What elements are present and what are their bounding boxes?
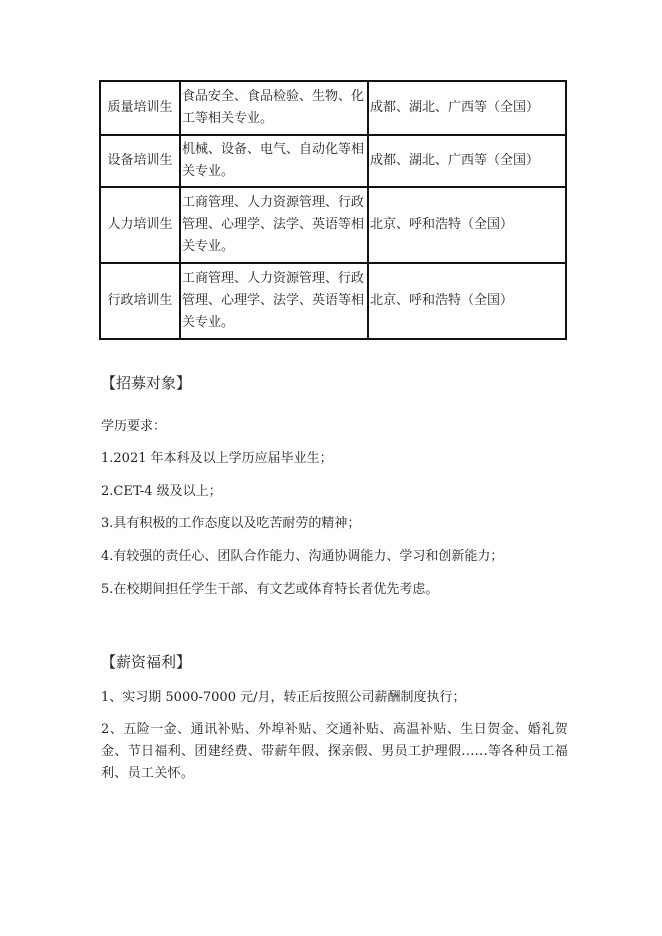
table-row [100,187,566,263]
position-cell: 行政培训生 [100,263,180,339]
table-row [100,81,566,135]
table-row [100,263,566,339]
position-cell: 设备培训生 [100,135,180,187]
benefits-heading: 【薪资福利】 [101,653,192,671]
recruit-intro: 学历要求： [101,419,167,434]
location-cell: 成都、湖北、广西等（全国） [368,135,566,187]
table-row [100,135,566,187]
recruit-item: 4.有较强的责任心、团队合作能力、沟通协调能力、学习和创新能力； [101,549,504,564]
major-cell: 工商管理、人力资源管理、行政管理、心理学、法学、英语等相关专业。 [180,263,368,339]
positions-table [99,80,567,340]
major-cell: 食品安全、食品检验、生物、化工等相关专业。 [180,81,368,135]
location-cell: 成都、湖北、广西等（全国） [368,81,566,135]
location-cell: 北京、呼和浩特（全国） [368,187,566,263]
benefit-item: 2、五险一金、通讯补贴、外埠补贴、交通补贴、高温补贴、生日贺金、婚礼贺金、节日福利、团建经费、带薪年假、探亲假、男员工护理假......等各种员工福利、员工关怀。 [101,722,568,781]
major-cell: 机械、设备、电气、自动化等相关专业。 [180,135,368,187]
major-cell: 工商管理、人力资源管理、行政管理、心理学、法学、英语等相关专业。 [180,187,368,263]
recruit-item: 2.CET-4 级及以上； [101,484,222,499]
recruit-heading: 【招募对象】 [101,374,192,392]
recruit-item: 3.具有积极的工作态度以及吃苦耐劳的精神； [101,516,361,531]
benefit-item: 1、实习期 5000-7000 元/月，转正后按照公司薪酬制度执行； [101,690,466,705]
position-cell: 人力培训生 [100,187,180,263]
location-cell: 北京、呼和浩特（全国） [368,263,566,339]
recruit-item: 1.2021 年本科及以上学历应届毕业生； [101,451,333,466]
position-cell: 质量培训生 [100,81,180,135]
recruit-item: 5.在校期间担任学生干部、有文艺或体育特长者优先考虑。 [101,582,439,597]
